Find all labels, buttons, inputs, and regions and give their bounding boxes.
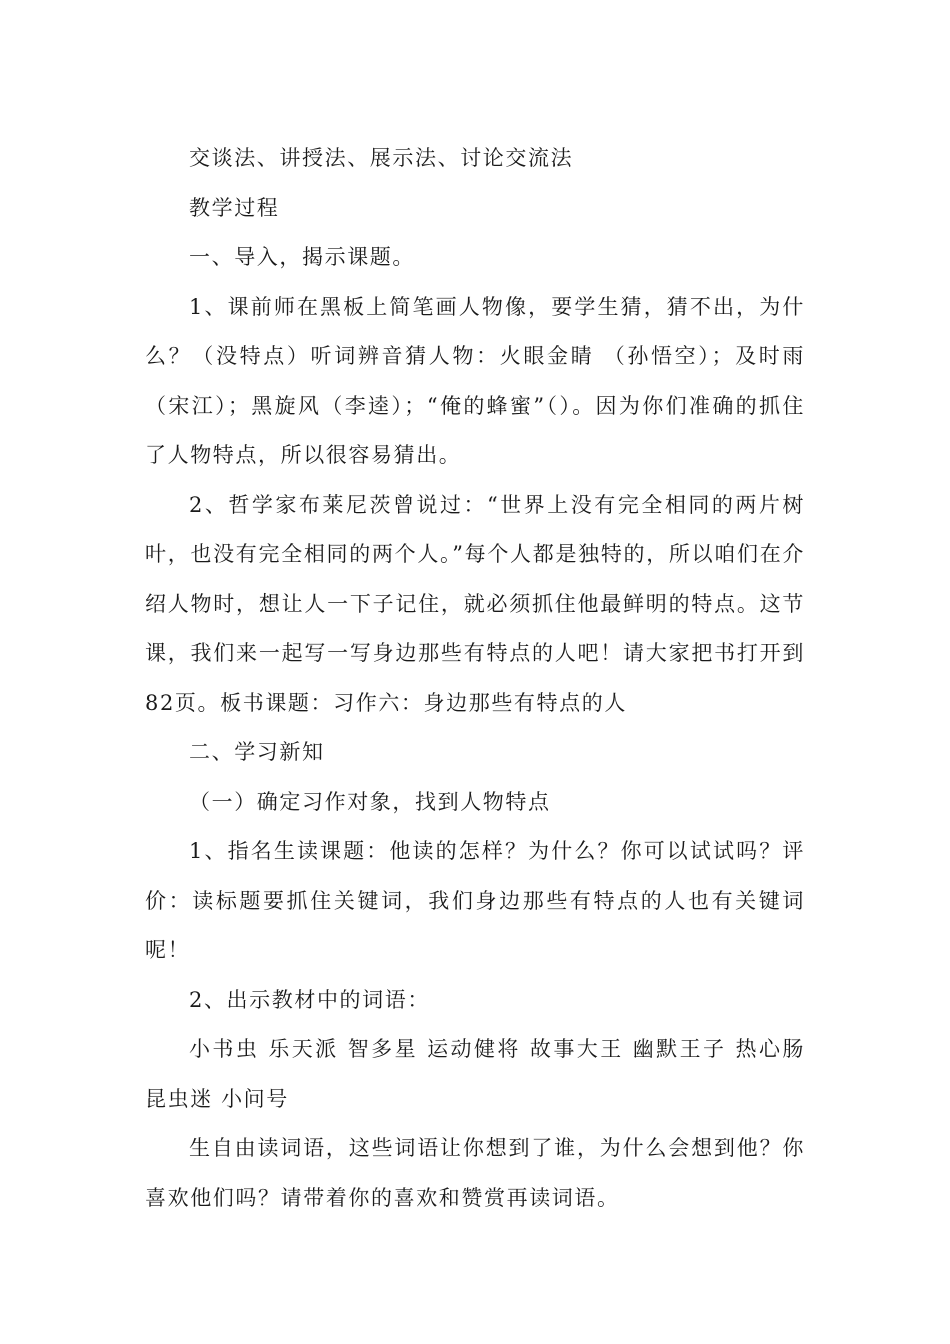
document-body xyxy=(145,134,805,1223)
heading-section-two: 二、学习新知 xyxy=(189,740,325,764)
paragraph-show-words: 2、出示教材中的词语： xyxy=(189,987,430,1012)
heading-subsection-one: （一）确定习作对象，找到人物特点 xyxy=(189,789,551,814)
paragraph-word-list: 小书虫 乐天派 智多星 运动健将 故事大王 幽默王子 热心肠 昆虫迷 小问号 xyxy=(145,1037,805,1111)
heading-teaching-process: 教学过程 xyxy=(189,195,280,220)
paragraph-read-title: 1、指名生读课题：他读的怎样？为什么？你可以试试吗？评价：读标题要抓住关键词，我们身边那些有特点的人也有关键词呢！ xyxy=(145,839,805,962)
paragraph-free-reading: 生自由读词语，这些词语让你想到了谁，为什么会想到他？你喜欢他们吗？请带着你的喜欢和赞赏再读词语。 xyxy=(145,1136,805,1210)
paragraph-step-2: 2、哲学家布莱尼茨曾说过：“世界上没有完全相同的两片树叶，也没有完全相同的两个人。”每个人都是独特的，所以咱们在介绍人物时，想让人一下子记住，就必须抓住他最鲜明的特点。这节课，我们来一起写一写身边那些有特点的人吧！请大家把书打开到82页。板书课题：习作六：身边那些有特点的人 xyxy=(145,492,805,715)
paragraph-step-1: 1、课前师在黑板上简笔画人物像，要学生猜，猜不出，为什么？（没特点）听词辨音猜人物：火眼金睛 （孙悟空）；及时雨（宋江）；黑旋风（李逵）；“俺的蜂蜜”（）。因为你们准确的抓住了人物特点，所以很容易猜出。 xyxy=(145,294,805,467)
heading-section-one: 一、导入，揭示课题。 xyxy=(189,245,415,269)
paragraph-methods: 交谈法、讲授法、展示法、讨论交流法 xyxy=(189,146,574,170)
